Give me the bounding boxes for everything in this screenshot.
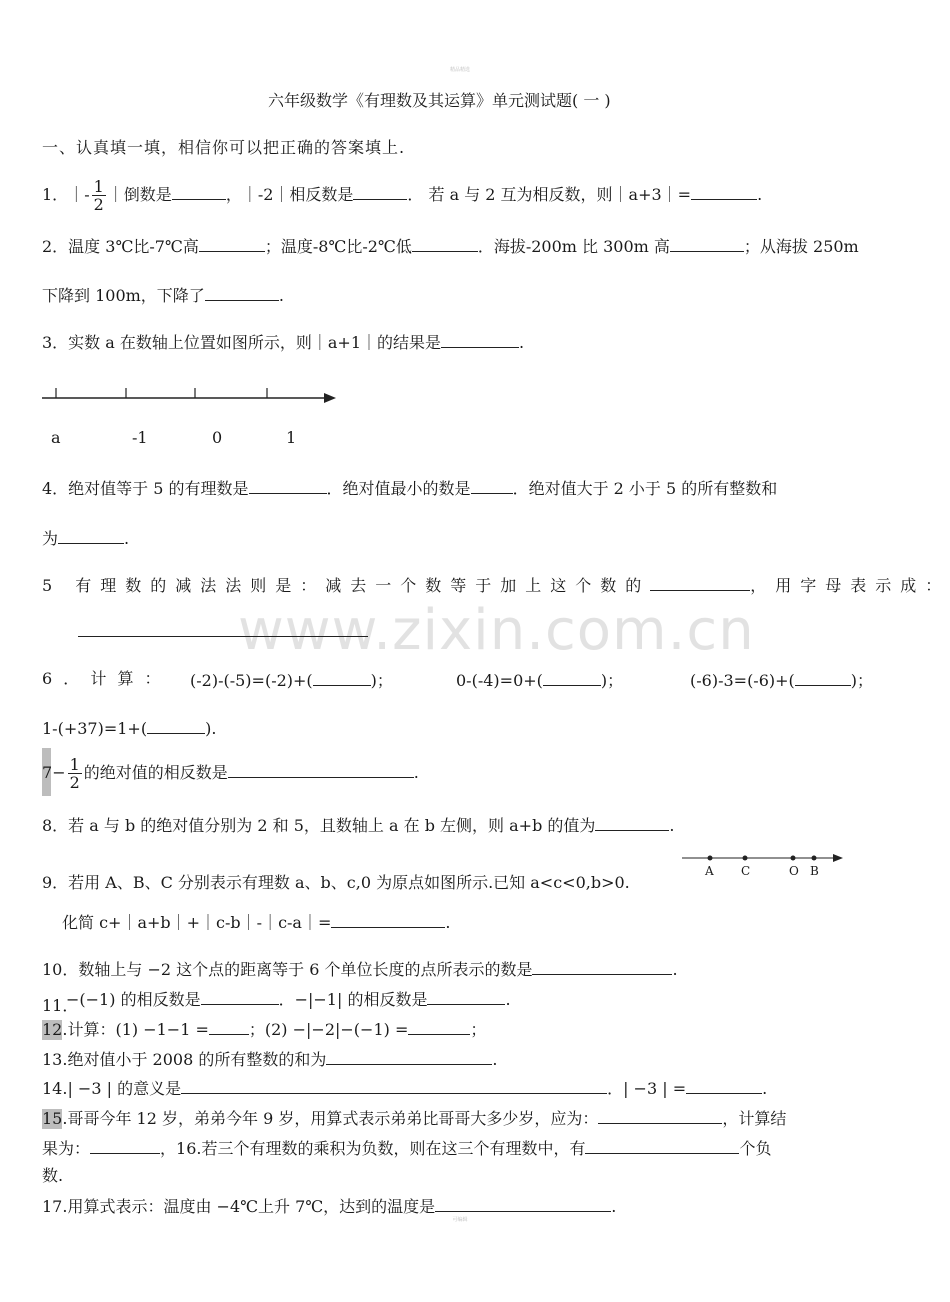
- q6-blank-2[interactable]: [543, 669, 601, 686]
- q3-label-0: 0: [212, 428, 223, 447]
- q15-text-4: ，16.若三个有理数的乘积为负数，则在这三个有理数中，有: [160, 1139, 586, 1158]
- question-3: [42, 331, 524, 353]
- q10-end: .: [672, 960, 678, 979]
- q1-blank-1[interactable]: [172, 183, 226, 200]
- header-mark: 精品精选: [449, 67, 470, 73]
- q9-end: .: [445, 913, 451, 932]
- q7-text: 的绝对值的相反数是: [83, 763, 228, 782]
- q6-expr-1: [190, 669, 393, 691]
- q14-blank-1[interactable]: [181, 1077, 607, 1094]
- q16-blank[interactable]: [585, 1137, 739, 1154]
- page-title: 六年级数学《有理数及其运算》单元测试题( 一 ): [268, 91, 611, 110]
- q2-text-4: ；从海拔 250m: [743, 237, 859, 256]
- q2-blank-4[interactable]: [205, 284, 279, 301]
- q7-frac-den: 2: [69, 773, 80, 792]
- q15-blank-1[interactable]: [598, 1107, 722, 1124]
- q5-blank-2[interactable]: [78, 636, 368, 637]
- q7-fraction: [68, 756, 82, 791]
- q12-blank-2[interactable]: [408, 1018, 470, 1035]
- q4-text-1: 4．绝对值等于 5 的有理数是: [42, 479, 249, 498]
- q6-text-8: ).: [205, 719, 217, 738]
- question-14: [42, 1077, 767, 1099]
- q4-blank-3[interactable]: [58, 527, 124, 544]
- q13-text: 13.绝对值小于 2008 的所有整数的和为: [42, 1050, 327, 1069]
- q6-expr-2: [456, 669, 623, 691]
- q6-expr-4: [42, 717, 216, 739]
- q2-blank-2[interactable]: [412, 235, 478, 252]
- q1-text-3: ． 若 a 与 2 互为相反数，则｜a+3｜=: [407, 185, 692, 204]
- question-9-line-2: [62, 911, 450, 933]
- q11-text-2: ．−|−1| 的相反数是: [278, 990, 428, 1009]
- q11-blank-1[interactable]: [201, 988, 279, 1005]
- question-17: [42, 1195, 616, 1217]
- q3-number-line: [38, 382, 340, 410]
- q1-blank-3[interactable]: [691, 183, 757, 200]
- q6-text-2: )；: [370, 671, 393, 690]
- q6-text-6: )；: [850, 671, 874, 690]
- question-12: [42, 1018, 486, 1040]
- q4-text-5: .: [124, 529, 130, 548]
- q5-text-2: ，用字母表示成：: [750, 576, 950, 595]
- q12-text-1: .计算：(1) −1−1 =: [62, 1020, 209, 1039]
- q17-end: .: [611, 1197, 617, 1216]
- q15-text-1: .哥哥今年 12 岁，弟弟今年 9 岁，用算式表示弟弟比哥哥大多少岁，应为：: [62, 1109, 599, 1128]
- q12-end: ；: [470, 1020, 487, 1039]
- question-15-line-1: [42, 1107, 786, 1129]
- q3-label-1: 1: [286, 428, 297, 447]
- q6-text-1: (-2)-(-5)=(-2)+(: [190, 671, 313, 690]
- q8-end: .: [669, 816, 675, 835]
- footer-mark: 可编辑: [452, 1217, 468, 1223]
- q9-label-C: C: [741, 864, 751, 878]
- q2-text-3: ．海拔-200m 比 300m 高: [477, 237, 670, 256]
- q4-blank-1[interactable]: [249, 477, 327, 494]
- q9-text: 化简 c+｜a+b｜+｜c-b｜-｜c-a｜=: [62, 913, 332, 932]
- question-2-line-2: [42, 284, 284, 306]
- q12-text-2: ；(2) −|−2|−(−1) =: [248, 1020, 409, 1039]
- q1-blank-2[interactable]: [353, 183, 407, 200]
- q1-text-1: ｜倒数是: [107, 185, 172, 204]
- q3-label-a: a: [51, 428, 61, 447]
- q1-fraction: [92, 178, 106, 213]
- q15-num: 15: [42, 1109, 63, 1128]
- q7-blank[interactable]: [228, 761, 414, 778]
- question-5: [42, 574, 950, 596]
- q9-label-B: B: [810, 864, 819, 878]
- q12-num: 12: [42, 1020, 63, 1039]
- q7-frac-num: 1: [69, 755, 80, 774]
- q7-num: 7: [42, 763, 53, 782]
- q2-blank-1[interactable]: [199, 235, 265, 252]
- question-4-line-2: [42, 527, 129, 549]
- question-9-line-1: 9．若用 A、B、C 分别表示有理数 a、b、c,0 为原点如图所示.已知 a<c<0,b>0.: [42, 873, 630, 892]
- q9-label-A: A: [705, 864, 714, 878]
- q11-end: .: [505, 990, 511, 1009]
- q14-text-2: ．| −3 | =: [607, 1079, 687, 1098]
- question-4-line-1: [42, 477, 777, 499]
- q13-blank[interactable]: [326, 1048, 492, 1065]
- q14-text-1: 14.| −3 | 的意义是: [42, 1079, 182, 1098]
- q17-blank[interactable]: [435, 1195, 611, 1212]
- q12-blank-1[interactable]: [209, 1018, 249, 1035]
- q15-text-2: ，计算结: [722, 1109, 787, 1128]
- q3-end: .: [519, 333, 525, 352]
- q9-blank[interactable]: [331, 911, 445, 928]
- question-2-line-1: [42, 235, 859, 257]
- question-13: [42, 1048, 497, 1070]
- q15-text-3: 果为：: [42, 1139, 91, 1158]
- q11-blank-2[interactable]: [427, 988, 505, 1005]
- q1-text-4: .: [757, 185, 763, 204]
- q4-text-2: ．绝对值最小的数是: [326, 479, 471, 498]
- q14-end: .: [762, 1079, 768, 1098]
- q10-text: 10．数轴上与 −2 这个点的距离等于 6 个单位长度的点所表示的数是: [42, 960, 533, 979]
- q2-text-5: 下降到 100m，下降了: [42, 286, 205, 305]
- q9-label-O: O: [789, 864, 799, 878]
- q3-label-minus1: -1: [132, 428, 148, 447]
- q5-text-1: 5 有理数的减法法则是：减去一个数等于加上这个数的: [42, 576, 651, 595]
- q1-abs-left: ｜-: [68, 185, 90, 204]
- q10-blank[interactable]: [532, 958, 672, 975]
- question-15-line-3: 数.: [42, 1166, 64, 1185]
- q6-expr-3: [690, 669, 873, 691]
- question-1: [42, 176, 762, 214]
- q4-text-4: 为: [42, 529, 59, 548]
- question-7: [42, 754, 419, 792]
- q17-text: 17.用算式表示：温度由 −4℃上升 7℃，达到的温度是: [42, 1197, 436, 1216]
- q15-text-5: 个负: [739, 1139, 772, 1158]
- q7-end: .: [413, 763, 419, 782]
- q13-end: .: [492, 1050, 498, 1069]
- question-8: [42, 814, 675, 836]
- q6-text-5: (-6)-3=(-6)+(: [690, 671, 795, 690]
- q2-blank-3[interactable]: [670, 235, 744, 252]
- q2-text-1: 2．温度 3℃比-7℃高: [42, 237, 199, 256]
- q4-text-3: ．绝对值大于 2 小于 5 的所有整数和: [512, 479, 778, 498]
- q2-text-6: .: [278, 286, 284, 305]
- q14-blank-2[interactable]: [686, 1077, 762, 1094]
- q6-text-3: 0-(-4)=0+(: [456, 671, 543, 690]
- q8-blank[interactable]: [595, 814, 669, 831]
- q15-blank-2[interactable]: [90, 1137, 160, 1154]
- q11-num: 11．: [42, 996, 79, 1015]
- question-11: [66, 988, 511, 1010]
- q6-text-7: 1-(+37)=1+(: [42, 719, 148, 738]
- q6-blank-3[interactable]: [795, 669, 851, 686]
- q6-label: 6 ． 计 算 ：: [42, 669, 164, 688]
- q3-text: 3．实数 a 在数轴上位置如图所示，则｜a+1｜的结果是: [42, 333, 442, 352]
- q6-text-4: )；: [600, 671, 624, 690]
- q11-text-1: −(−1) 的相反数是: [66, 990, 201, 1009]
- q5-blank-1[interactable]: [650, 574, 750, 591]
- q2-text-2: ；温度-8℃比-2℃低: [264, 237, 412, 256]
- question-15-line-2: [42, 1137, 771, 1159]
- q1-frac-num: 1: [93, 177, 104, 196]
- q4-blank-2[interactable]: [471, 477, 513, 494]
- q1-num: 1．: [42, 185, 69, 204]
- section-heading: 一、认真填一填，相信你可以把正确的答案填上.: [42, 138, 406, 157]
- q3-blank[interactable]: [441, 331, 519, 348]
- q6-blank-1[interactable]: [313, 669, 371, 686]
- q1-text-2: ，｜-2｜相反数是: [225, 185, 354, 204]
- q7-minus: −: [52, 763, 66, 782]
- q8-text: 8．若 a 与 b 的绝对值分别为 2 和 5，且数轴上 a 在 b 左侧，则 a+b 的值为: [42, 816, 596, 835]
- watermark: www.zixin.com.cn: [238, 598, 755, 663]
- q1-frac-den: 2: [93, 195, 104, 214]
- question-10: [42, 958, 678, 980]
- q6-blank-4[interactable]: [147, 717, 205, 734]
